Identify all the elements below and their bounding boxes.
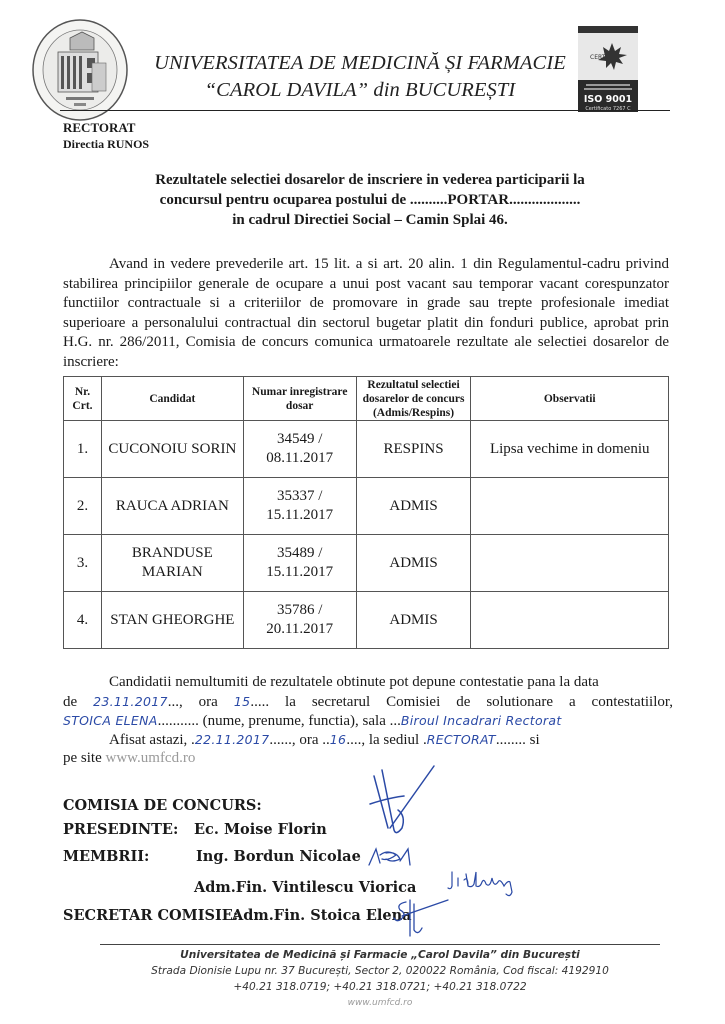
title-dots-after: ................... (509, 192, 581, 208)
results-table (63, 376, 669, 649)
contestation-text-secretary: ..... la secretarul Comisiei de solutionare a contestatiilor, (250, 694, 674, 710)
footer-university-name: Universitatea de Medicină și Farmacie „Carol Davila” din București (180, 949, 580, 961)
row-nr: 3. (64, 535, 102, 592)
member-2-name: Adm.Fin. Vintilescu Viorica (194, 879, 417, 896)
president-name: Ec. Moise Florin (194, 821, 327, 838)
contestation-line1: Candidatii nemultumiti de rezultatele obtinute pot depune contestatie pana la data (109, 674, 599, 690)
header-divider (60, 110, 670, 111)
commission-heading: COMISIA DE CONCURS: (63, 797, 262, 814)
footer-address: Strada Dionisie Lupu nr. 37 București, Sector 2, 020022 România, Cod fiscal: 4192910 (151, 965, 609, 977)
row-candidat: RAUCA ADRIAN (101, 478, 243, 535)
title-line1: Rezultatele selectiei dosarelor de inscriere in vederea participarii la (155, 172, 585, 188)
site-prefix: pe site (63, 750, 102, 766)
table-header-row (64, 377, 669, 421)
member-1-name: Ing. Bordun Nicolae (196, 848, 361, 865)
footer-phones: +40.21 318.0719; +40.21 318.0721; +40.21 318.0722 (233, 981, 527, 993)
directorate-label: Directia RUNOS (63, 137, 150, 151)
university-name-line1: UNIVERSITATEA DE MEDICINĂ ȘI FARMACIE (154, 52, 566, 74)
row-candidat: STAN GHEORGHE (101, 592, 243, 649)
table-row (64, 478, 669, 535)
intro-paragraph: Avand in vedere prevederile art. 15 lit. a si art. 20 alin. 1 din Regulamentul-cadru privind stabilirea principiilor generale de ocupare a unui post vacant sau temporar vacant corespunzator functiilor contractuale si a criteriilor de promovare in grade sau trepte profesionale imediat superioare a personalului contractual din sectorul bugetar platit din fonduri publice, aprobat prin H.G. nr. 286/2011, Comisia de concurs comunica urmatoarele rezultate ale selectiei dosarelor de inscriere: (63, 256, 669, 370)
row-numar (243, 421, 356, 478)
title-line2 (80, 190, 660, 210)
posted-text-sediu: ...., la sediul . (346, 732, 427, 748)
site-url-link[interactable]: www.umfcd.ro (105, 750, 196, 766)
iso-logo-brand-text: CERT (590, 54, 606, 61)
document-title (80, 170, 660, 230)
header-nr-crt: Nr. Crt. (64, 377, 102, 421)
university-name-line2: “CAROL DAVILA” din BUCUREȘTI (204, 79, 516, 101)
contestation-room: Biroul Incadrari Rectorat (400, 713, 562, 728)
university-name (150, 50, 570, 104)
university-seal-logo (30, 18, 130, 122)
title-dots-before: .......... (409, 192, 448, 208)
row-nr: 4. (64, 592, 102, 649)
posted-date: 22.11.2017 (194, 732, 270, 747)
contestation-line2 (63, 692, 673, 713)
footer (80, 947, 680, 1011)
contestation-text-de: de (63, 694, 78, 710)
posted-hour: 16 (329, 732, 347, 747)
row-numar-date: 08.11.2017 (266, 450, 334, 466)
row-numar-date: 15.11.2017 (266, 507, 334, 523)
row-numar-number: 34549 / (276, 431, 323, 447)
row-observatii (471, 592, 669, 649)
iso-logo-standard-text: ISO 9001 (583, 94, 633, 105)
table-row (64, 592, 669, 649)
president-label: PRESEDINTE: (63, 821, 179, 838)
row-rezultat: ADMIS (356, 592, 471, 649)
row-rezultat: ADMIS (356, 535, 471, 592)
header-observatii: Observatii (471, 377, 669, 421)
contestation-deadline-hour: 15 (233, 694, 251, 709)
row-numar-date: 15.11.2017 (266, 564, 334, 580)
footer-divider (100, 944, 660, 945)
contestation-deadline-date: 23.11.2017 (93, 694, 168, 709)
row-candidat: BRANDUSE MARIAN (101, 535, 243, 592)
row-numar-number: 35786 / (276, 602, 323, 618)
row-rezultat: RESPINS (356, 421, 471, 478)
contestation-text-room: ........... (nume, prenume, functia), sala ... (157, 713, 401, 729)
header-numar-inregistrare: Numar inregistrare dosar (243, 377, 356, 421)
row-numar-date: 20.11.2017 (266, 621, 334, 637)
row-numar-number: 35489 / (276, 545, 323, 561)
header-candidat: Candidat (101, 377, 243, 421)
row-nr: 2. (64, 478, 102, 535)
member-2-signature (446, 868, 524, 900)
secretary-name: Adm.Fin. Stoica Elena (232, 907, 412, 924)
member-1-signature (366, 843, 416, 869)
table-row (64, 535, 669, 592)
row-observatii (471, 478, 669, 535)
contestation-text-ora: ..., ora (167, 694, 218, 710)
row-candidat: CUCONOIU SORIN (101, 421, 243, 478)
department-label: RECTORAT (63, 120, 136, 135)
iso-logo-certificate-text: Certificato 7267 C (585, 106, 631, 112)
president-signature (368, 758, 438, 840)
row-numar-number: 35337 / (276, 488, 323, 504)
title-line2-prefix: concursul pentru ocuparea postului de (159, 192, 407, 208)
secretary-label: SECRETAR COMISIE: (63, 907, 239, 924)
posted-text-afisat: Afisat astazi, . (109, 732, 195, 748)
posted-text-ora: ......, ora .. (269, 732, 330, 748)
row-nr: 1. (64, 421, 102, 478)
contestation-secretary-name: STOICA ELENA (63, 713, 158, 728)
table-row (64, 421, 669, 478)
position-name: PORTAR (447, 192, 510, 208)
row-observatii: Lipsa vechime in domeniu (471, 421, 669, 478)
row-numar (243, 535, 356, 592)
footer-website-link[interactable]: www.umfcd.ro (347, 998, 413, 1008)
posted-text-si: ........ si (495, 732, 540, 748)
row-numar (243, 478, 356, 535)
secretary-signature (392, 896, 450, 940)
posted-line (63, 730, 673, 751)
title-line3: in cadrul Directiei Social – Camin Splai 46. (232, 212, 508, 228)
members-label: MEMBRII: (63, 848, 150, 865)
row-observatii (471, 535, 669, 592)
iso-9001-certification-logo (578, 26, 638, 112)
row-numar (243, 592, 356, 649)
row-rezultat: ADMIS (356, 478, 471, 535)
header-rezultat: Rezultatul selectiei dosarelor de concurs (Admis/Respins) (356, 377, 471, 421)
posted-place: RECTORAT (426, 732, 496, 747)
contestation-line3 (63, 711, 673, 732)
